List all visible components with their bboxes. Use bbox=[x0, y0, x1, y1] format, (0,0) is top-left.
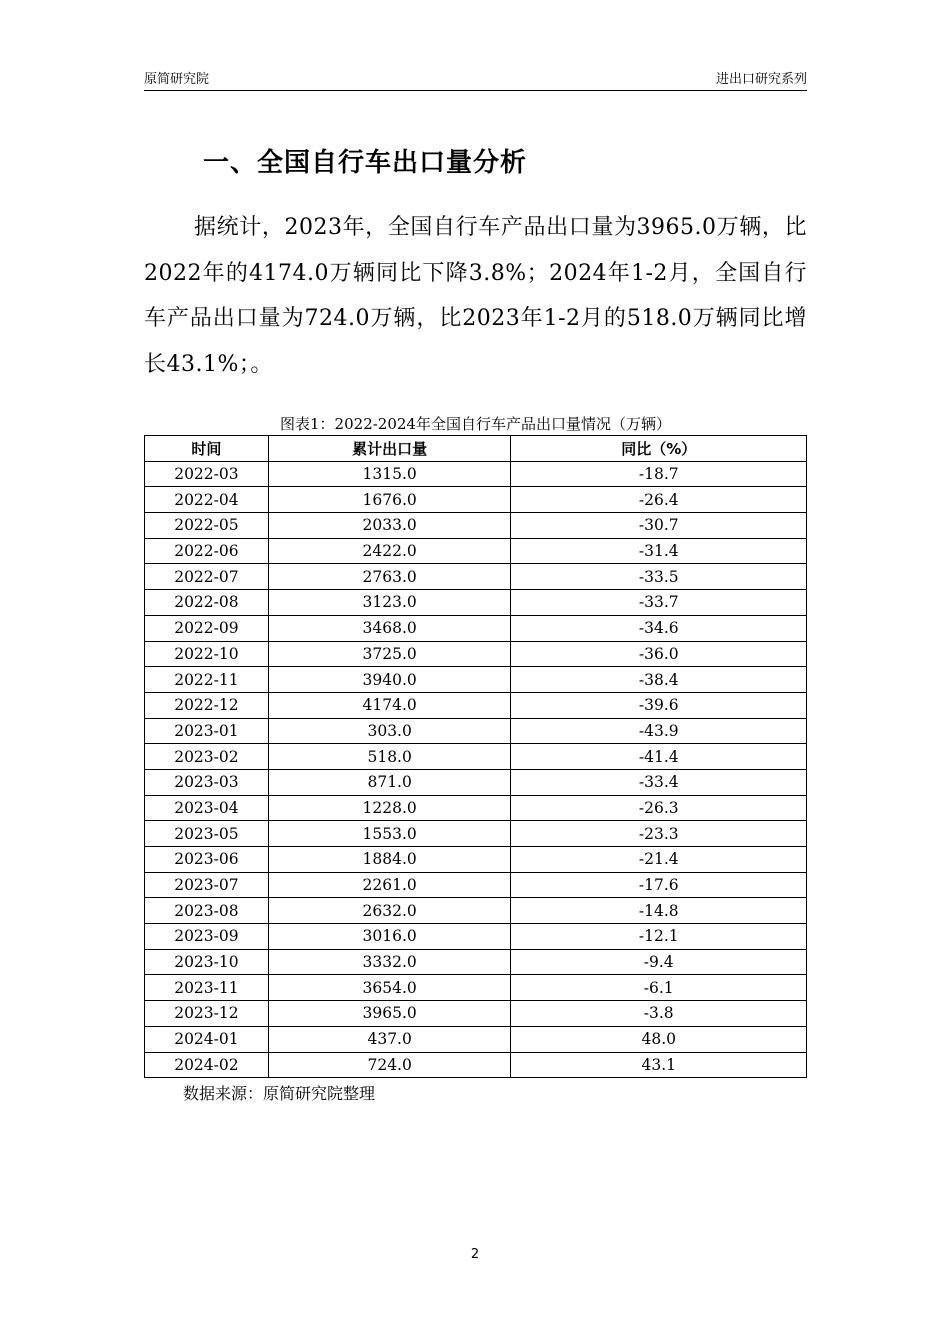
cell-yoy: -36.0 bbox=[511, 641, 807, 667]
cell-cumulative-export: 2763.0 bbox=[268, 564, 511, 590]
cell-cumulative-export: 3940.0 bbox=[268, 667, 511, 693]
table-row bbox=[145, 461, 807, 487]
header-cumulative-export: 累计出口量 bbox=[268, 436, 511, 462]
table-row bbox=[145, 847, 807, 873]
cell-yoy: -6.1 bbox=[511, 975, 807, 1001]
table-row bbox=[145, 590, 807, 616]
header-org-name: 原简研究院 bbox=[144, 72, 210, 87]
cell-time: 2022-11 bbox=[145, 667, 269, 693]
cell-cumulative-export: 724.0 bbox=[268, 1052, 511, 1078]
cell-yoy: -14.8 bbox=[511, 898, 807, 924]
cell-time: 2022-10 bbox=[145, 641, 269, 667]
cell-cumulative-export: 3654.0 bbox=[268, 975, 511, 1001]
cell-time: 2022-03 bbox=[145, 461, 269, 487]
cell-time: 2022-04 bbox=[145, 487, 269, 513]
cell-time: 2023-02 bbox=[145, 744, 269, 770]
cell-cumulative-export: 3468.0 bbox=[268, 615, 511, 641]
cell-yoy: -18.7 bbox=[511, 461, 807, 487]
cell-time: 2023-09 bbox=[145, 924, 269, 950]
cell-yoy: -34.6 bbox=[511, 615, 807, 641]
cell-cumulative-export: 2422.0 bbox=[268, 538, 511, 564]
cell-time: 2023-03 bbox=[145, 769, 269, 795]
table-row bbox=[145, 975, 807, 1001]
cell-cumulative-export: 3332.0 bbox=[268, 949, 511, 975]
cell-yoy: -26.3 bbox=[511, 795, 807, 821]
cell-yoy: -38.4 bbox=[511, 667, 807, 693]
cell-cumulative-export: 3725.0 bbox=[268, 641, 511, 667]
cell-time: 2023-05 bbox=[145, 821, 269, 847]
cell-cumulative-export: 4174.0 bbox=[268, 692, 511, 718]
table-row bbox=[145, 949, 807, 975]
cell-cumulative-export: 518.0 bbox=[268, 744, 511, 770]
cell-yoy: 48.0 bbox=[511, 1026, 807, 1052]
table-row bbox=[145, 1001, 807, 1027]
cell-time: 2022-08 bbox=[145, 590, 269, 616]
page-header bbox=[144, 64, 807, 91]
table-row bbox=[145, 667, 807, 693]
section-title: 一、全国自行车出口量分析 bbox=[203, 148, 528, 178]
cell-yoy: -41.4 bbox=[511, 744, 807, 770]
cell-yoy: -33.4 bbox=[511, 769, 807, 795]
table-row bbox=[145, 538, 807, 564]
cell-cumulative-export: 3965.0 bbox=[268, 1001, 511, 1027]
cell-time: 2024-01 bbox=[145, 1026, 269, 1052]
cell-time: 2022-09 bbox=[145, 615, 269, 641]
cell-cumulative-export: 437.0 bbox=[268, 1026, 511, 1052]
table-row bbox=[145, 924, 807, 950]
cell-yoy: -30.7 bbox=[511, 513, 807, 539]
cell-time: 2023-10 bbox=[145, 949, 269, 975]
cell-time: 2023-11 bbox=[145, 975, 269, 1001]
cell-cumulative-export: 871.0 bbox=[268, 769, 511, 795]
cell-yoy: -3.8 bbox=[511, 1001, 807, 1027]
cell-time: 2022-06 bbox=[145, 538, 269, 564]
data-source-note: 数据来源：原简研究院整理 bbox=[183, 1084, 376, 1103]
cell-cumulative-export: 2261.0 bbox=[268, 872, 511, 898]
table-row bbox=[145, 692, 807, 718]
cell-yoy: -33.7 bbox=[511, 590, 807, 616]
cell-time: 2023-08 bbox=[145, 898, 269, 924]
cell-cumulative-export: 2632.0 bbox=[268, 898, 511, 924]
cell-yoy: -21.4 bbox=[511, 847, 807, 873]
export-volume-table bbox=[144, 435, 807, 1078]
cell-time: 2023-07 bbox=[145, 872, 269, 898]
cell-cumulative-export: 1315.0 bbox=[268, 461, 511, 487]
cell-time: 2022-12 bbox=[145, 692, 269, 718]
cell-yoy: 43.1 bbox=[511, 1052, 807, 1078]
header-yoy: 同比（%） bbox=[511, 436, 807, 462]
cell-cumulative-export: 1228.0 bbox=[268, 795, 511, 821]
page-number: 2 bbox=[470, 1247, 480, 1262]
cell-cumulative-export: 3016.0 bbox=[268, 924, 511, 950]
table-row bbox=[145, 564, 807, 590]
table-row bbox=[145, 769, 807, 795]
cell-cumulative-export: 303.0 bbox=[268, 718, 511, 744]
table-row bbox=[145, 744, 807, 770]
cell-yoy: -26.4 bbox=[511, 487, 807, 513]
table-row bbox=[145, 898, 807, 924]
cell-time: 2024-02 bbox=[145, 1052, 269, 1078]
cell-yoy: -33.5 bbox=[511, 564, 807, 590]
table-row bbox=[145, 1026, 807, 1052]
cell-time: 2022-05 bbox=[145, 513, 269, 539]
table-row bbox=[145, 795, 807, 821]
table-row bbox=[145, 718, 807, 744]
cell-cumulative-export: 1884.0 bbox=[268, 847, 511, 873]
cell-cumulative-export: 1553.0 bbox=[268, 821, 511, 847]
cell-yoy: -43.9 bbox=[511, 718, 807, 744]
cell-time: 2023-01 bbox=[145, 718, 269, 744]
table-caption: 图表1：2022-2024年全国自行车产品出口量情况（万辆） bbox=[280, 415, 671, 433]
cell-yoy: -12.1 bbox=[511, 924, 807, 950]
cell-cumulative-export: 3123.0 bbox=[268, 590, 511, 616]
cell-yoy: -17.6 bbox=[511, 872, 807, 898]
header-series-name: 进出口研究系列 bbox=[715, 72, 807, 87]
cell-yoy: -23.3 bbox=[511, 821, 807, 847]
body-paragraph: 据统计，2023年，全国自行车产品出口量为3965.0万辆，比2022年的4174.0万辆同比下降3.8%；2024年1-2月，全国自行车产品出口量为724.0万辆，比2023年1-2月的518.0万辆同比增长43.1%；。 bbox=[144, 215, 807, 377]
cell-cumulative-export: 1676.0 bbox=[268, 487, 511, 513]
table-row bbox=[145, 513, 807, 539]
cell-time: 2023-06 bbox=[145, 847, 269, 873]
table-row bbox=[145, 487, 807, 513]
table-row bbox=[145, 872, 807, 898]
table-header-row bbox=[145, 436, 807, 462]
cell-time: 2022-07 bbox=[145, 564, 269, 590]
table-row bbox=[145, 641, 807, 667]
table-row bbox=[145, 1052, 807, 1078]
cell-time: 2023-04 bbox=[145, 795, 269, 821]
table-row bbox=[145, 821, 807, 847]
cell-yoy: -9.4 bbox=[511, 949, 807, 975]
cell-cumulative-export: 2033.0 bbox=[268, 513, 511, 539]
cell-yoy: -39.6 bbox=[511, 692, 807, 718]
cell-yoy: -31.4 bbox=[511, 538, 807, 564]
header-time: 时间 bbox=[145, 436, 269, 462]
cell-time: 2023-12 bbox=[145, 1001, 269, 1027]
table-row bbox=[145, 615, 807, 641]
